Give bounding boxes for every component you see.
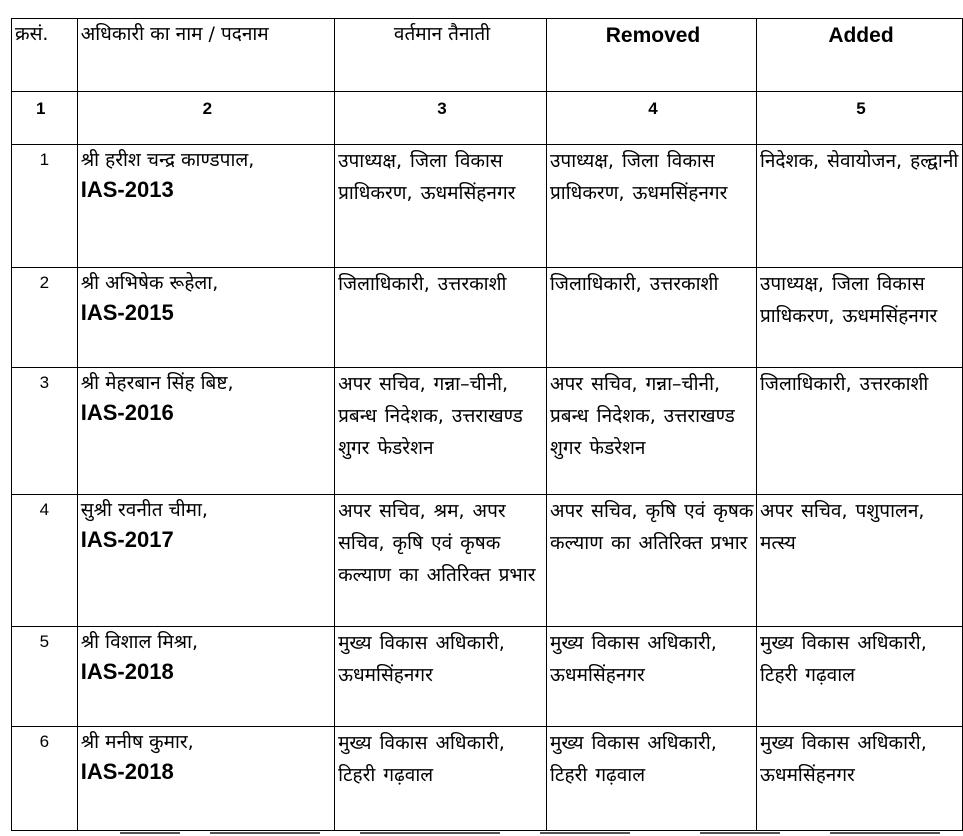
officer-name: सुश्री रवनीत चीमा, <box>80 499 208 521</box>
officer-batch: IAS-2018 <box>80 759 174 784</box>
officer-batch: IAS-2016 <box>80 400 174 425</box>
column-number: 2 <box>77 92 334 145</box>
added-posting: उपाध्यक्ष, जिला विकास प्राधिकरण, ऊधमसिंहनगर <box>756 268 962 368</box>
officer-batch: IAS-2013 <box>80 177 174 202</box>
transfer-table <box>11 18 963 831</box>
table-row <box>12 495 963 627</box>
header-current-posting: वर्तमान तैनाती <box>335 19 547 92</box>
added-posting: मुख्य विकास अधिकारी, टिहरी गढ़वाल <box>756 627 962 727</box>
column-number-row <box>12 92 963 145</box>
removed-posting: मुख्य विकास अधिकारी, ऊधमसिंहनगर <box>547 627 757 727</box>
added-posting: निदेशक, सेवायोजन, हल्द्वानी <box>756 145 962 268</box>
removed-posting: अपर सचिव, कृषि एवं कृषक कल्याण का अतिरिक्त प्रभार <box>547 495 757 627</box>
table-row <box>12 627 963 727</box>
officer-cell <box>77 627 334 727</box>
officer-cell <box>77 727 334 831</box>
column-number: 4 <box>547 92 757 145</box>
current-posting: मुख्य विकास अधिकारी, ऊधमसिंहनगर <box>335 627 547 727</box>
officer-batch: IAS-2017 <box>80 527 174 552</box>
table-row <box>12 727 963 831</box>
header-added: Added <box>756 19 962 92</box>
removed-posting: जिलाधिकारी, उत्तरकाशी <box>547 268 757 368</box>
removed-posting: उपाध्यक्ष, जिला विकास प्राधिकरण, ऊधमसिंहनगर <box>547 145 757 268</box>
table-row <box>12 268 963 368</box>
serial-number: 2 <box>12 268 78 368</box>
serial-number: 6 <box>12 727 78 831</box>
table-row <box>12 368 963 495</box>
officer-name: श्री अभिषेक रूहेला, <box>80 272 219 294</box>
current-posting: अपर सचिव, श्रम, अपर सचिव, कृषि एवं कृषक कल्याण का अतिरिक्त प्रभार <box>335 495 547 627</box>
serial-number: 4 <box>12 495 78 627</box>
serial-number: 5 <box>12 627 78 727</box>
officer-cell <box>77 495 334 627</box>
officer-cell <box>77 268 334 368</box>
header-serial: क्रसं. <box>12 19 78 92</box>
column-number: 1 <box>12 92 78 145</box>
serial-number: 3 <box>12 368 78 495</box>
current-posting: जिलाधिकारी, उत्तरकाशी <box>335 268 547 368</box>
officer-cell <box>77 368 334 495</box>
added-posting: अपर सचिव, पशुपालन, मत्स्य <box>756 495 962 627</box>
column-number: 5 <box>756 92 962 145</box>
serial-number: 1 <box>12 145 78 268</box>
officer-cell <box>77 145 334 268</box>
header-officer-name: अधिकारी का नाम / पदनाम <box>77 19 334 92</box>
officer-name: श्री हरीश चन्द्र काण्डपाल, <box>80 149 255 171</box>
added-posting: मुख्य विकास अधिकारी, ऊधमसिंहनगर <box>756 727 962 831</box>
current-posting: अपर सचिव, गन्ना–चीनी, प्रबन्ध निदेशक, उत्तराखण्ड शुगर फेडरेशन <box>335 368 547 495</box>
officer-name: श्री मनीष कुमार, <box>80 731 194 753</box>
officer-name: श्री विशाल मिश्रा, <box>80 631 199 653</box>
officer-batch: IAS-2018 <box>80 659 174 684</box>
current-posting: उपाध्यक्ष, जिला विकास प्राधिकरण, ऊधमसिंहनगर <box>335 145 547 268</box>
officer-name: श्री मेहरबान सिंह बिष्ट, <box>80 372 234 394</box>
column-number: 3 <box>335 92 547 145</box>
header-removed: Removed <box>547 19 757 92</box>
cut-off-text-fragment <box>0 828 963 836</box>
officer-batch: IAS-2015 <box>80 300 174 325</box>
removed-posting: मुख्य विकास अधिकारी, टिहरी गढ़वाल <box>547 727 757 831</box>
table-row <box>12 145 963 268</box>
added-posting: जिलाधिकारी, उत्तरकाशी <box>756 368 962 495</box>
current-posting: मुख्य विकास अधिकारी, टिहरी गढ़वाल <box>335 727 547 831</box>
header-row <box>12 19 963 92</box>
removed-posting: अपर सचिव, गन्ना–चीनी, प्रबन्ध निदेशक, उत्तराखण्ड शुगर फेडरेशन <box>547 368 757 495</box>
